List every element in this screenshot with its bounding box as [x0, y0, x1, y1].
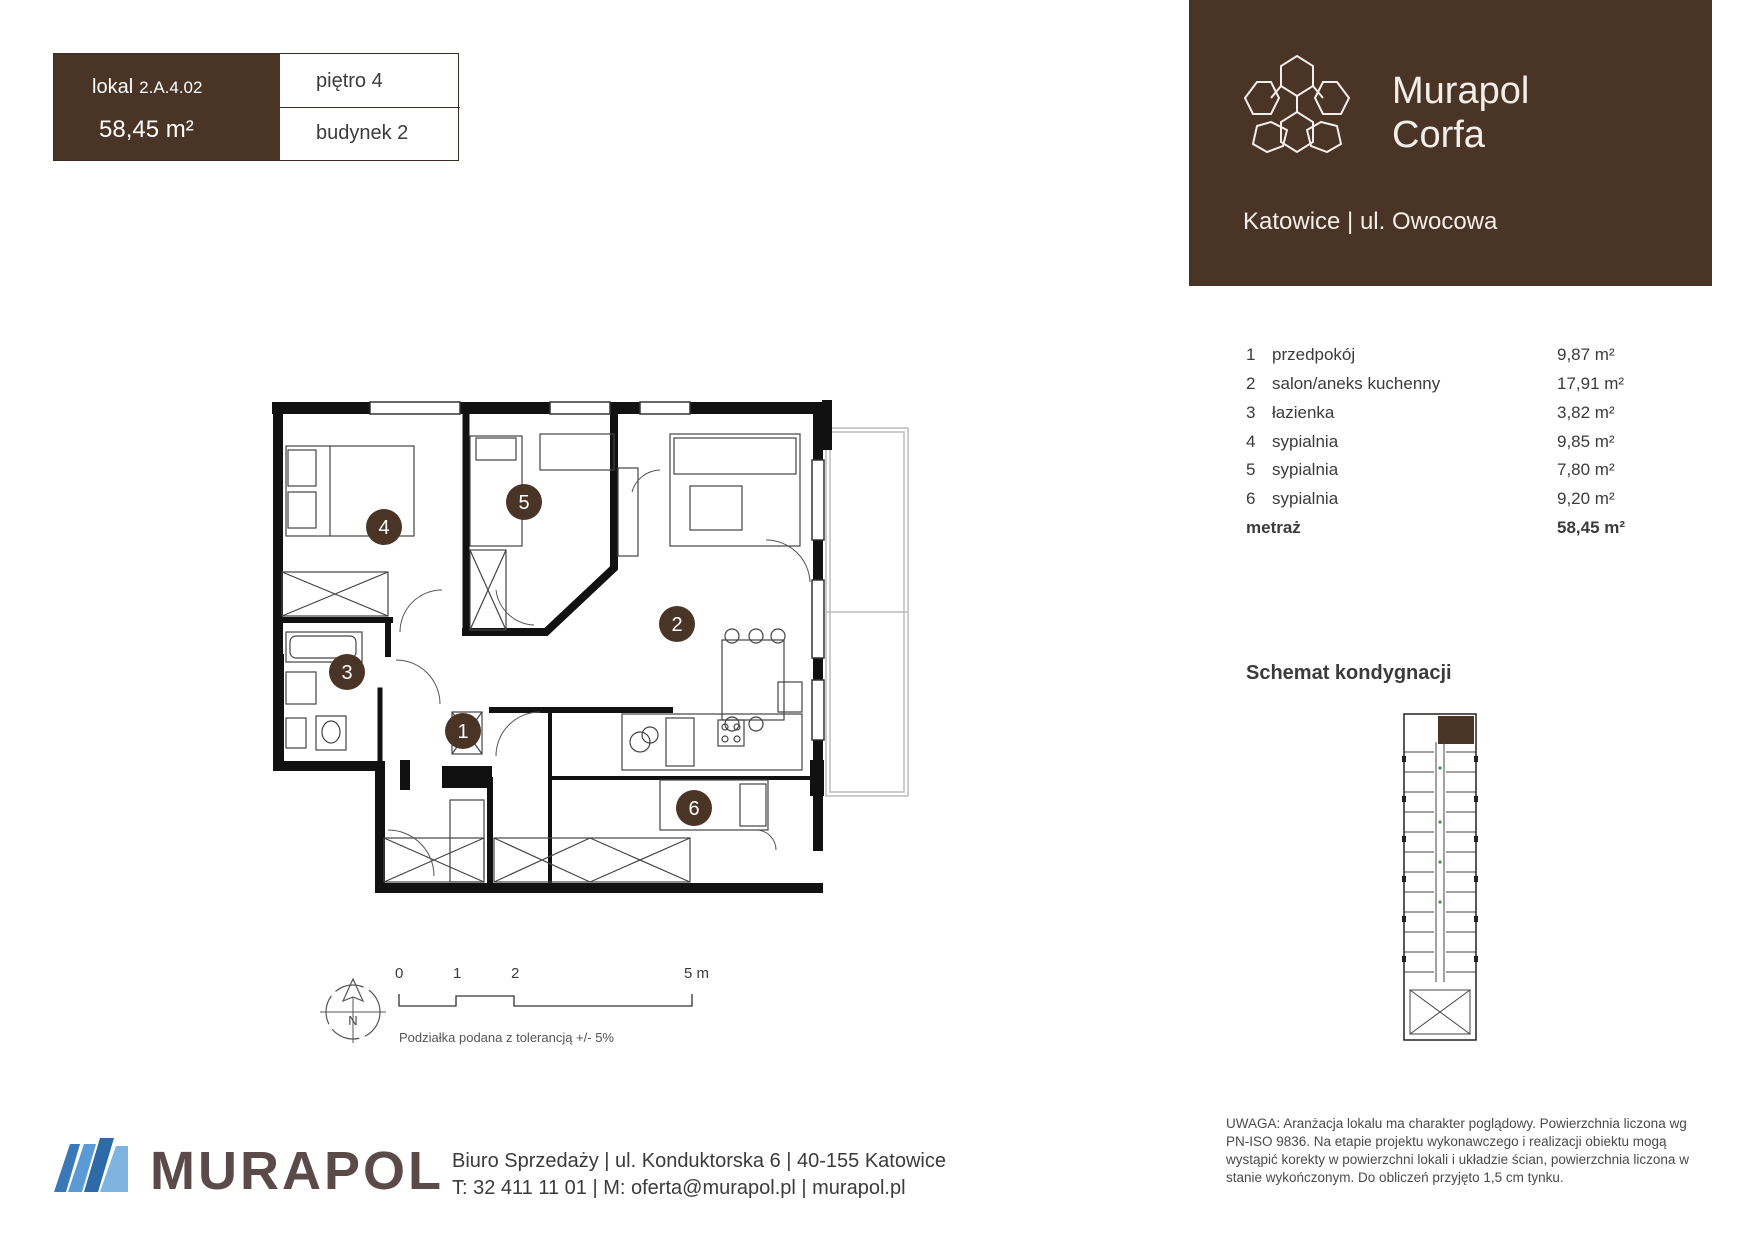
scale-tick-label: 2 [511, 965, 520, 982]
room-row [1246, 374, 1626, 402]
room-name: sypialnia [1272, 432, 1339, 451]
room-badge-2 [659, 606, 695, 642]
total-label: metraż [1246, 518, 1301, 537]
unit-lokal-code: 2.A.4.02 [139, 78, 203, 97]
room-badge-1 [445, 713, 481, 749]
room-number: 3 [1246, 403, 1256, 422]
room-badge-5 [506, 484, 542, 520]
brand-name-line2: Corfa [1392, 114, 1485, 156]
walls [278, 408, 828, 888]
unit-area: 58,45 m² [99, 116, 194, 143]
sales-office-address: Biuro Sprzedaży | ul. Konduktorska 6 | 40-155 Katowice [452, 1150, 946, 1172]
corfa-logo-icon [1241, 52, 1353, 156]
schema-outline [1404, 714, 1476, 1040]
room-number: 4 [1246, 432, 1256, 451]
disclaimer-notice: UWAGA: Aranżacja lokalu ma charakter poglądowy. Powierzchnia liczona wg PN-ISO 9836. Na etapie projektu wykonawczego i realizacji obiektu mogą wystąpić korekty w powierzchni lokali i układzie ścian, powierzchnia liczona w stanie wykończonym. Do obliczeń przyjęto 1,5 cm tynku. [1226, 1116, 1689, 1185]
unit-building: budynek 2 [316, 122, 409, 144]
room-row [1246, 345, 1626, 373]
room-number: 5 [1246, 460, 1256, 479]
compass-north-label: N [348, 1013, 358, 1028]
room-area: 3,82 m² [1557, 403, 1615, 422]
room-badge-label: 3 [341, 662, 353, 684]
unit-info-box [53, 53, 459, 161]
furniture [282, 434, 802, 882]
room-number: 6 [1246, 489, 1256, 508]
unit-info-dark-panel [54, 54, 280, 160]
scale-bar-graphic [396, 990, 696, 1014]
brand-name-line1: Murapol [1392, 70, 1530, 112]
murapol-logo-icon [54, 1136, 128, 1192]
room-badge-label: 5 [518, 492, 530, 514]
balcony [826, 428, 908, 796]
room-badge-label: 4 [378, 517, 390, 539]
room-row [1246, 489, 1626, 517]
unit-info-divider [280, 107, 460, 108]
scale-tick-label: 5 m [684, 965, 710, 982]
room-badge-label: 1 [457, 721, 469, 743]
scale-tick-label: 1 [453, 965, 462, 982]
room-area: 7,80 m² [1557, 460, 1615, 479]
room-name: sypialnia [1272, 489, 1339, 508]
schema-title: Schemat kondygnacji [1246, 662, 1452, 684]
brand-location: Katowice | ul. Owocowa [1243, 208, 1498, 235]
room-badge-label: 2 [671, 614, 683, 636]
room-row [1246, 460, 1626, 488]
room-area: 17,91 m² [1557, 374, 1625, 393]
room-name: sypialnia [1272, 460, 1339, 479]
room-number: 1 [1246, 345, 1256, 364]
room-badge-3 [329, 654, 365, 690]
floor-plan [270, 400, 920, 900]
brand-panel [1189, 0, 1712, 286]
building-schema [1400, 712, 1480, 1042]
room-area: 9,87 m² [1557, 345, 1615, 364]
room-total-row [1246, 518, 1626, 546]
room-number: 2 [1246, 374, 1256, 393]
room-name: salon/aneks kuchenny [1272, 374, 1441, 393]
schema-unit-highlight [1438, 716, 1474, 744]
room-badge-label: 6 [688, 798, 700, 820]
scale-note: Podziałka podana z tolerancją +/- 5% [399, 1030, 614, 1045]
scale-tick-label: 0 [395, 965, 404, 982]
murapol-wordmark: MURAPOL [150, 1141, 444, 1201]
room-name: łazienka [1272, 403, 1335, 422]
room-badge-6 [676, 790, 712, 826]
room-badge-4 [366, 509, 402, 545]
doors [388, 470, 810, 876]
total-area: 58,45 m² [1557, 518, 1626, 537]
room-row [1246, 403, 1626, 431]
room-area: 9,20 m² [1557, 489, 1615, 508]
room-area: 9,85 m² [1557, 432, 1615, 451]
room-row [1246, 432, 1626, 460]
unit-floor: piętro 4 [316, 70, 383, 92]
room-name: przedpokój [1272, 345, 1356, 364]
unit-lokal-label: lokal [92, 76, 134, 98]
unit-lokal [92, 76, 202, 99]
compass-icon [318, 975, 388, 1045]
sales-office-contact: T: 32 411 11 01 | M: oferta@murapol.pl | murapol.pl [452, 1177, 906, 1199]
